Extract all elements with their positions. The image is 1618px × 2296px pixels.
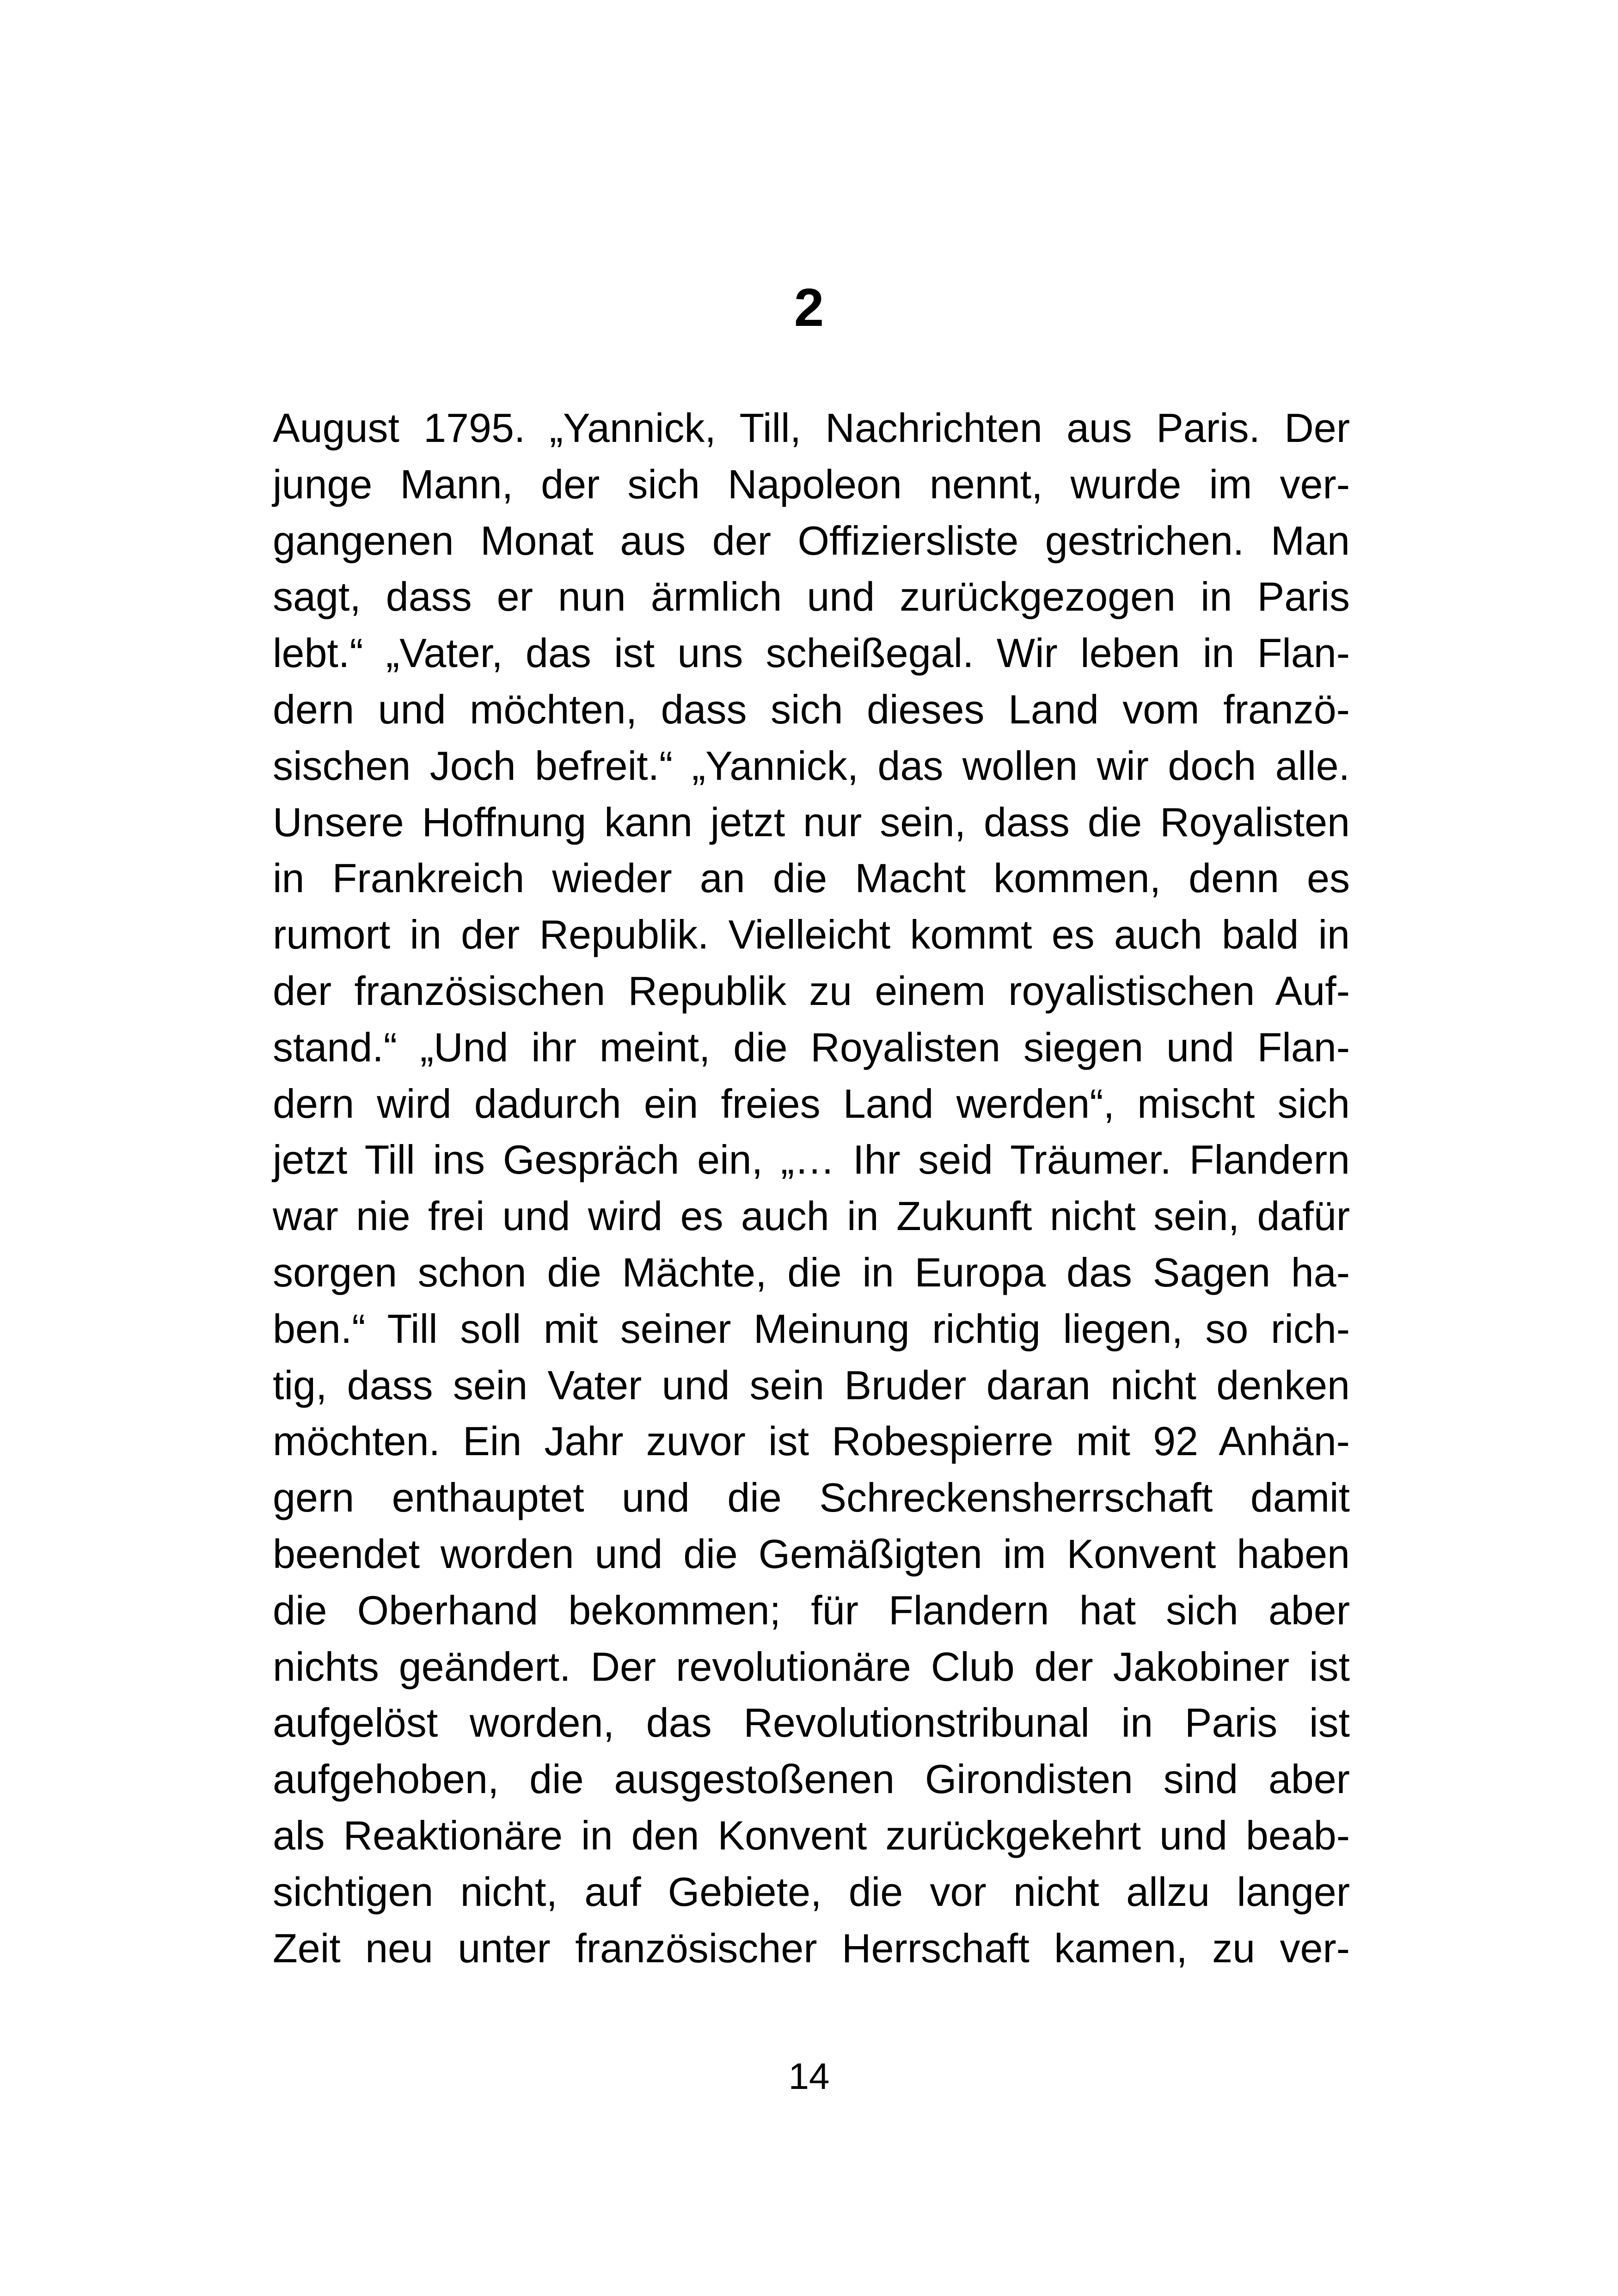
text-line: gern enthauptet und die Schreckensherrschaft damit [273,1475,1350,1521]
text-line: sagt, dass er nun ärmlich und zurückgezogen in Paris [273,574,1350,620]
text-line: möchten. Ein Jahr zuvor ist Robespierre mit 92 Anhän- [273,1418,1350,1464]
text-line: in Frankreich wieder an die Macht kommen, denn es [273,855,1350,901]
text-line: nichts geändert. Der revolutionäre Club der Jakobiner ist [273,1643,1350,1690]
text-line: gangenen Monat aus der Offiziersliste gestrichen. Man [273,517,1350,563]
text-line: als Reaktionäre in den Konvent zurückgekehrt und beab- [273,1812,1350,1858]
text-line: junge Mann, der sich Napoleon nennt, wurde im ver- [273,461,1350,507]
text-line: tig, dass sein Vater und sein Bruder daran nicht denken [273,1362,1350,1408]
text-line: rumort in der Republik. Vielleicht kommt es auch bald in [273,912,1350,958]
text-line: jetzt Till ins Gespräch ein, „… Ihr seid Träumer. Flandern [273,1137,1350,1183]
text-line: August 1795. „Yannick, Till, Nachrichten aus Paris. Der [273,405,1350,451]
chapter-number: 2 [794,277,824,337]
text-line: lebt.“ „Vater, das ist uns scheißegal. Wir leben in Flan- [273,630,1350,676]
text-line: ben.“ Till soll mit seiner Meinung richtig liegen, so rich- [273,1305,1350,1352]
text-line: Zeit neu unter französischer Herrschaft kamen, zu ver- [273,1925,1350,1971]
text-line: aufgelöst worden, das Revolutionstribunal in Paris ist [273,1700,1350,1746]
text-line: dern und möchten, dass sich dieses Land vom franzö- [273,686,1350,732]
text-line: die Oberhand bekommen; für Flandern hat sich aber [273,1587,1350,1633]
text-line: stand.“ „Und ihr meint, die Royalisten siegen und Flan- [273,1024,1350,1070]
text-line: der französischen Republik zu einem royalistischen Auf- [273,967,1350,1014]
text-line: sischen Joch befreit.“ „Yannick, das wollen wir doch alle. [273,742,1350,789]
text-line: aufgehoben, die ausgestoßenen Girondisten sind aber [273,1756,1350,1802]
page-number: 14 [788,2056,830,2097]
text-line: dern wird dadurch ein freies Land werden“, mischt sich [273,1080,1350,1127]
text-line: sorgen schon die Mächte, die in Europa das Sagen ha- [273,1249,1350,1295]
text-line: Unsere Hoffnung kann jetzt nur sein, dass die Royalisten [273,799,1350,845]
text-line: war nie frei und wird es auch in Zukunft nicht sein, dafür [273,1193,1350,1239]
body-text [273,400,1350,1976]
text-line: beendet worden und die Gemäßigten im Konvent haben [273,1531,1350,1577]
text-line: sichtigen nicht, auf Gebiete, die vor nicht allzu langer [273,1868,1350,1915]
